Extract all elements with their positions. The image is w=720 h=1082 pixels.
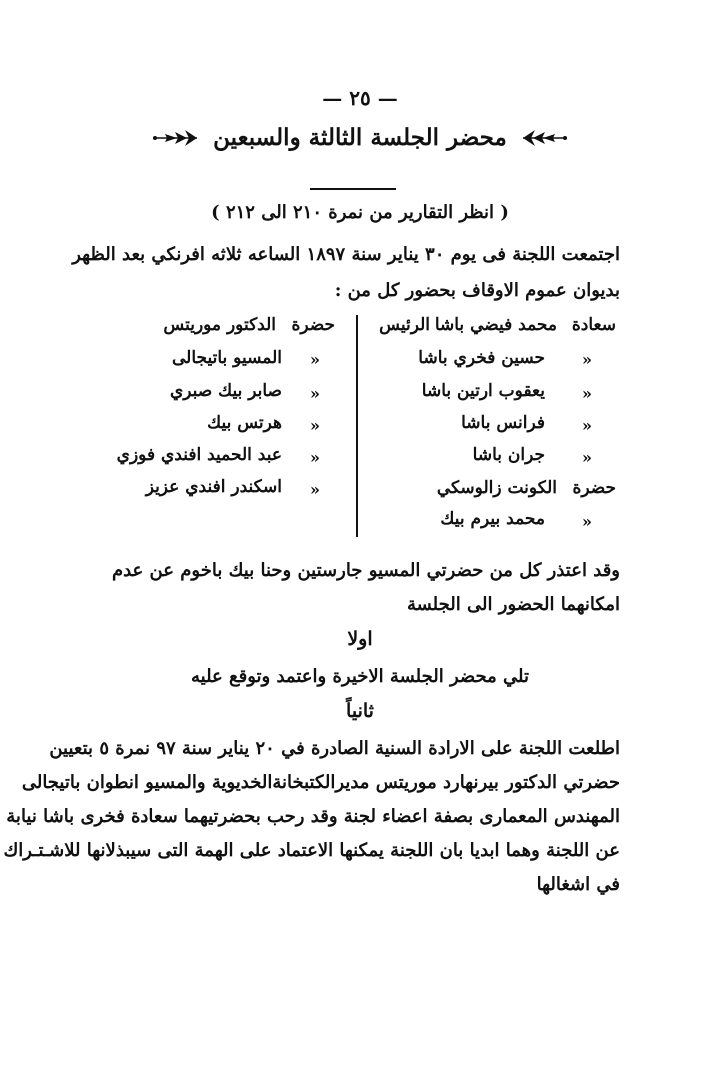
attendee-title: حضرة [572,478,616,498]
attendee-name: حسين فخري باشا [418,348,545,368]
attendee-name: المسيو باتيجالى [171,348,282,368]
ditto-mark: « [582,384,592,403]
session-title: محضر الجلسة الثالثة والسبعين [213,124,507,151]
attendee-name: محمد فيضي باشا [434,315,557,335]
second-item-line-3: المهندس المعمارى بصفة اعضاء لجنة وقد رحب بحضرتيهما سعادة فخرى باشا نيابة [6,806,620,827]
attendee-title: سعادة [571,315,616,335]
attendee-role: الرئيس [379,315,430,335]
section-heading-first: اولا [347,628,373,650]
attendee-name: هرتس بيك [207,413,282,433]
attendee-name: الدكتور موريتس [163,315,276,335]
attendee-name: اسكندر افندي عزيز [145,477,282,497]
ditto-mark: « [582,416,592,435]
page-number: — ٢٥ — [322,86,398,110]
ornament-left-icon [151,126,199,150]
title-row [0,124,720,151]
ditto-mark: « [310,416,320,435]
attendee-name: يعقوب ارتين باشا [421,381,545,401]
ditto-mark: « [310,384,320,403]
attendee-name: جران باشا [472,445,545,465]
reports-reference: ( انظر التقارير من نمرة ٢١٠ الى ٢١٢ ) [211,202,509,223]
ditto-mark: « [310,350,320,369]
apology-line-2: امكانهما الحضور الى الجلسة [406,594,620,615]
attendee-name: الكونت زالوسكي [436,478,557,498]
apology-line-1: وقد اعتذر كل من حضرتي المسيو جارستين وحنا بيك باخوم عن عدم [111,560,620,581]
ditto-mark: « [310,480,320,499]
second-item-line-4: عن اللجنة وهما ابديا بان اللجنة يمكنها الاعتماد على الهمة التى سيبذلانها للاشـتـراك [3,840,620,861]
attendee-name: فرانس باشا [461,413,545,433]
ditto-mark: « [310,448,320,467]
second-item-line-5: في اشغالها [536,874,620,895]
attendees-column-divider [356,315,358,537]
section-heading-second: ثانياً [346,700,374,722]
opening-line-1: اجتمعت اللجنة فى يوم ٣٠ يناير سنة ١٨٩٧ الساعه ثلاثه افرنكي بعد الظهر [72,244,620,265]
attendee-name: محمد بيرم بيك [440,509,545,529]
second-item-line-1: اطلعت اللجنة على الارادة السنية الصادرة في ٢٠ يناير سنة ٩٧ نمرة ٥ بتعيين [49,738,620,759]
second-item-line-2: حضرتي الدكتور بيرنهارد موريتس مديرالكتبخانةالخديوية والمسيو انطوان باتيجالى [21,772,620,793]
ditto-mark: « [582,512,592,531]
ditto-mark: « [582,350,592,369]
ornament-right-icon [521,126,569,150]
attendee-title: حضرة [291,315,335,335]
title-divider [310,188,396,190]
first-item-text: تلي محضر الجلسة الاخيرة واعتمد وتوقع عليه [190,666,530,687]
attendee-name: عبد الحميد افندي فوزي [116,445,282,465]
attendee-name: صابر بيك صبري [169,381,282,401]
opening-line-2: بديوان عموم الاوقاف بحضور كل من : [334,280,620,301]
ditto-mark: « [582,448,592,467]
